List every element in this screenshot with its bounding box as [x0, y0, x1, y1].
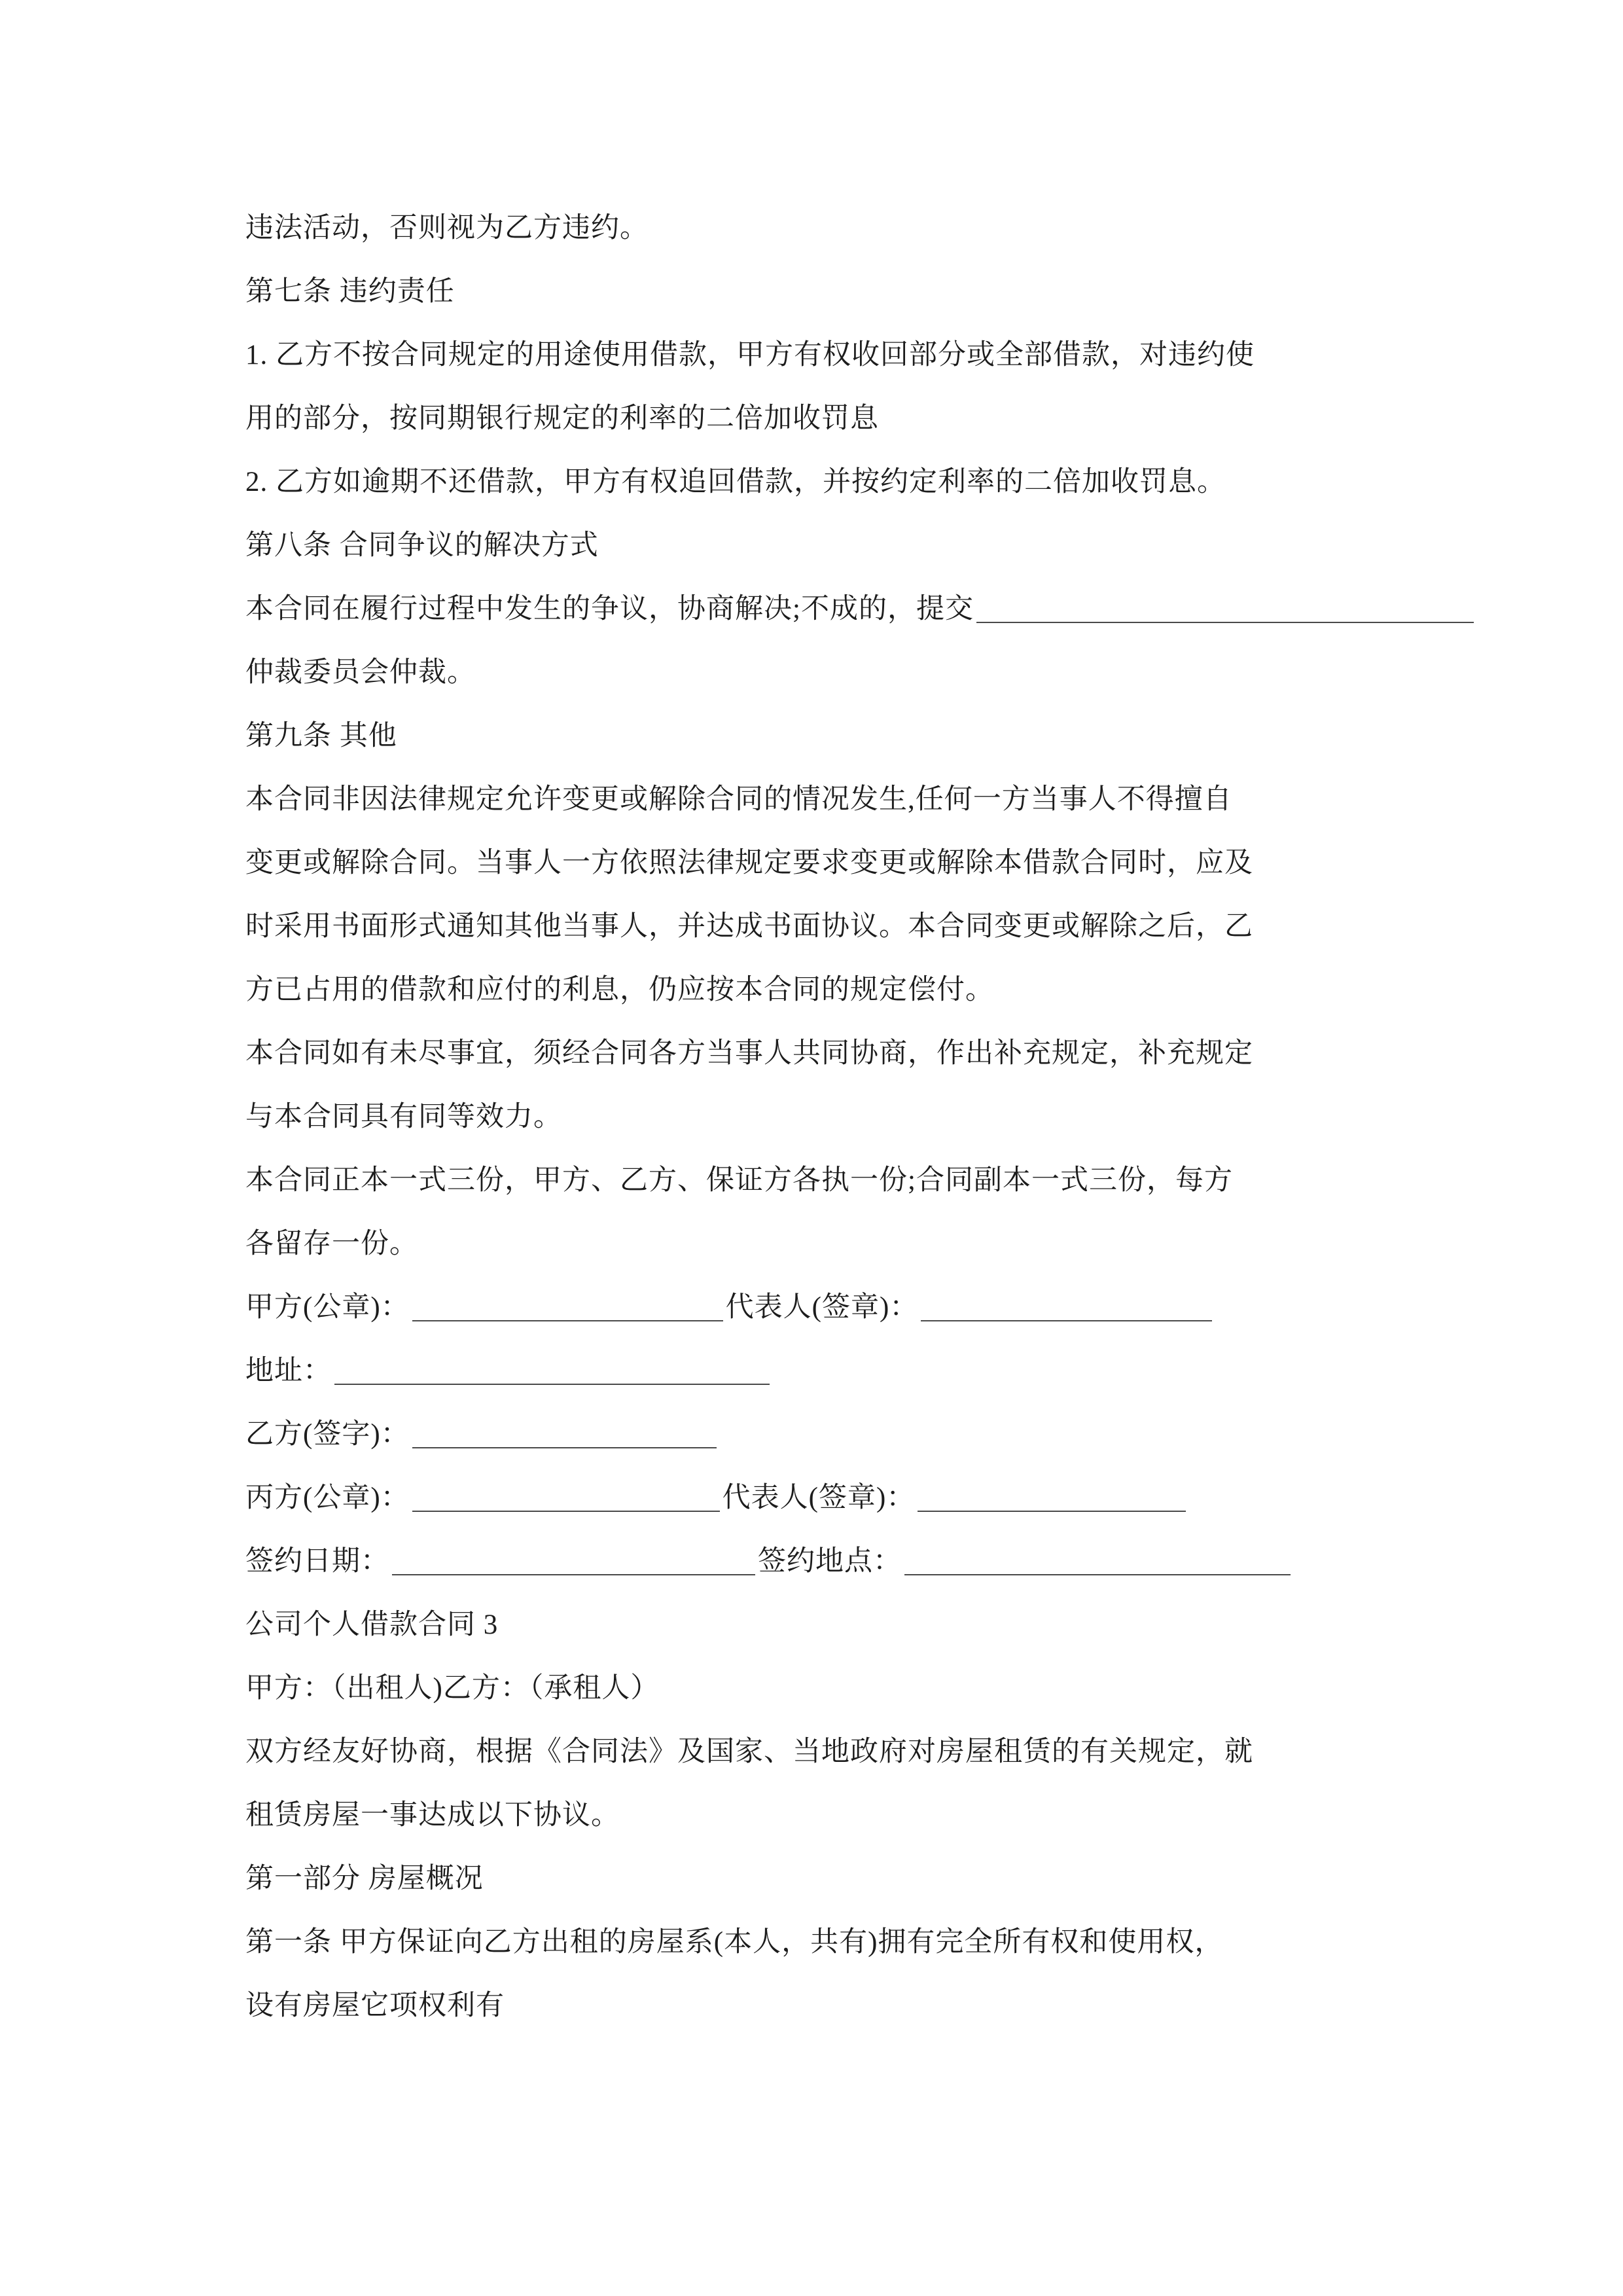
- text-segment: 第九条 其他: [245, 721, 397, 751]
- text-segment: 仲裁委员会仲裁。: [245, 657, 476, 688]
- text-line: [245, 958, 1387, 1022]
- document-body: [245, 196, 1387, 2037]
- text-line: [245, 895, 1387, 958]
- text-segment: 本合同正本一式三份，甲方、乙方、保证方各执一份;合同副本一式三份，每方: [245, 1165, 1233, 1196]
- text-segment: 变更或解除合同。当事人一方依照法律规定要求变更或解除本借款合同时，应及: [245, 848, 1253, 878]
- text-segment: 代表人(签章)：: [725, 1292, 919, 1323]
- text-line: [245, 1403, 1387, 1466]
- text-segment: 第七条 违约责任: [245, 276, 455, 307]
- text-segment: 代表人(签章)：: [722, 1482, 916, 1513]
- text-segment: 地址：: [245, 1355, 332, 1386]
- text-segment: 与本合同具有同等效力。: [245, 1102, 562, 1132]
- text-segment: 双方经友好协商，根据《合同法》及国家、当地政府对房屋租赁的有关规定，就: [245, 1736, 1253, 1767]
- text-segment: 各留存一份。: [245, 1229, 418, 1259]
- text-segment: 2. 乙方如逾期不还借款，甲方有权追回借款，并按约定利率的二倍加收罚息。: [245, 467, 1226, 497]
- text-segment: 违法活动，否则视为乙方违约。: [245, 213, 649, 243]
- text-line: [245, 1720, 1387, 1784]
- text-line: [245, 577, 1387, 641]
- text-segment: 甲方：（出租人)乙方：（承租人）: [245, 1673, 660, 1704]
- text-line: [245, 1276, 1387, 1339]
- text-line: [245, 323, 1387, 387]
- text-line: [245, 1085, 1387, 1149]
- text-line: [245, 1910, 1387, 1974]
- text-line: [245, 1212, 1387, 1276]
- text-line: [245, 196, 1387, 260]
- fill-in-blank: [918, 1511, 1186, 1512]
- fill-in-blank: [412, 1320, 723, 1321]
- text-segment: 签约日期：: [245, 1546, 389, 1577]
- text-segment: 用的部分，按同期银行规定的利率的二倍加收罚息: [245, 403, 879, 434]
- text-line: [245, 1149, 1387, 1212]
- text-line: [245, 1339, 1387, 1403]
- text-line: [245, 831, 1387, 895]
- text-segment: 时采用书面形式通知其他当事人，并达成书面协议。本合同变更或解除之后，乙: [245, 911, 1253, 942]
- text-line: [245, 1466, 1387, 1530]
- text-line: [245, 704, 1387, 768]
- text-line: [245, 1593, 1387, 1657]
- text-segment: 第一部分 房屋概况: [245, 1863, 484, 1894]
- text-line: [245, 768, 1387, 831]
- text-line: [245, 1974, 1387, 2037]
- text-segment: 甲方(公章)：: [245, 1292, 410, 1323]
- fill-in-blank: [412, 1447, 717, 1448]
- text-segment: 乙方(签字)：: [245, 1419, 410, 1450]
- text-segment: 丙方(公章)：: [245, 1482, 410, 1513]
- text-segment: 设有房屋它项权利有: [245, 1990, 505, 2021]
- text-line: [245, 1022, 1387, 1085]
- text-line: [245, 450, 1387, 514]
- text-line: [245, 1530, 1387, 1593]
- text-segment: 公司个人借款合同 3: [245, 1609, 499, 1640]
- fill-in-blank: [334, 1384, 770, 1385]
- fill-in-blank: [412, 1511, 720, 1512]
- text-line: [245, 260, 1387, 323]
- text-segment: 1. 乙方不按合同规定的用途使用借款，甲方有权收回部分或全部借款，对违约使: [245, 340, 1255, 370]
- text-segment: 方已占用的借款和应付的利息，仍应按本合同的规定偿付。: [245, 975, 994, 1005]
- text-line: [245, 514, 1387, 577]
- text-line: [245, 641, 1387, 704]
- text-line: [245, 387, 1387, 450]
- text-segment: 签约地点：: [758, 1546, 902, 1577]
- text-segment: 本合同如有未尽事宜，须经合同各方当事人共同协商，作出补充规定，补充规定: [245, 1038, 1253, 1069]
- text-segment: 租赁房屋一事达成以下协议。: [245, 1800, 620, 1831]
- fill-in-blank: [392, 1574, 755, 1575]
- fill-in-blank: [921, 1320, 1212, 1321]
- text-segment: 第一条 甲方保证向乙方出租的房屋系(本人，共有)拥有完全所有权和使用权，: [245, 1927, 1224, 1958]
- text-segment: 本合同在履行过程中发生的争议，协商解决;不成的，提交: [245, 594, 974, 624]
- text-line: [245, 1784, 1387, 1847]
- text-segment: 本合同非因法律规定允许变更或解除合同的情况发生,任何一方当事人不得擅自: [245, 784, 1232, 815]
- text-line: [245, 1847, 1387, 1910]
- text-line: [245, 1657, 1387, 1720]
- fill-in-blank: [976, 622, 1474, 623]
- text-segment: 第八条 合同争议的解决方式: [245, 530, 599, 561]
- fill-in-blank: [904, 1574, 1291, 1575]
